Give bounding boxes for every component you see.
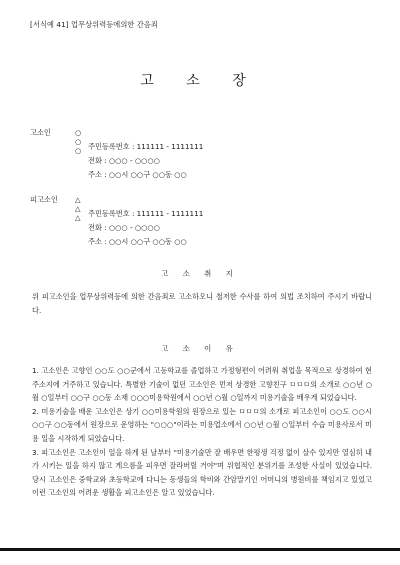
reason-text [32,364,372,500]
accused-name: △ △ △ [75,195,85,222]
reason-paragraph-2: 2. 미용기술을 배운 고소인은 상기 ○○미용학원의 원장으로 있는 ㅁㅁㅁ의 소개로 피고소인이 ○○도 ○○시 ○○구 ○○동에서 원장으로 운영하는 "○○○"이라는 미용업소에서 ○○년 ○월 ○일부터 수습 미용사로서 미용 일을 시작하게 되었습니다. [32,406,372,443]
reason-heading: 고 소 이 유 [161,344,239,353]
complainant-phone: 전화 : ○○○ - ○○○○ [88,156,160,165]
form-label: [서식예 41] 업무상위력등에의한 간음죄 [30,20,158,29]
bottom-rule [0,548,400,551]
complainant-address: 주소 : ○○시 ○○구 ○○동 ○○ [88,170,187,179]
purpose-heading: 고 소 취 지 [161,269,239,278]
accused-address: 주소 : ○○시 ○○구 ○○동 ○○ [88,237,187,246]
reason-paragraph-3: 3. 피고소인은 고소인이 일을 하게 된 날부터 "미용기술만 잘 배우면 한평생 걱정 없이 살수 있지만 열심히 내가 시키는 일을 하지 않고 게으름을 피우면 잘라버릴 거야"며 위협적인 분위기를 조성한 사실이 있었습니다. 당시 고소인은 중학교와 초등학교에 다니는 동생들의 학비와 간암말기인 어머니의 병원비를 책임지고 있었고 이런 고소인의 어려운 생활을 피고소인은 알고 있었습니다. [32,447,372,498]
complainant-id: 주민등록번호 : 111111 - 1111111 [88,142,204,151]
accused-id: 주민등록번호 : 111111 - 1111111 [88,209,204,218]
accused-phone: 전화 : ○○○ - ○○○○ [88,223,160,232]
complainant-role: 고소인 [30,128,51,137]
reason-paragraph-1: 1. 고소인은 고향인 ○○도 ○○군에서 고등학교를 졸업하고 가정형편이 어려워 취업을 목적으로 상경하여 현 주소지에 거주하고 있습니다. 특별한 기술이 없던 고소인은 먼저 상경한 고향친구 ㅁㅁㅁ의 소개로 ○○년 ○월 ○일부터 ○○구 ○○동 소재 ○○○미용학원에서 ○○년 ○월 ○일까지 미용기술을 배우게 되었습니다. [32,366,372,403]
purpose-text [32,290,372,317]
complainant-name: ○ ○ ○ [75,128,86,155]
document-title: 고 소 장 [140,73,260,89]
purpose-paragraph: 위 피고소인을 업무상위력등에 의한 간음죄로 고소하오니 철저한 수사를 하여 의법 조치하여 주시기 바랍니다. [32,292,372,315]
accused-role: 피고소인 [30,195,58,204]
